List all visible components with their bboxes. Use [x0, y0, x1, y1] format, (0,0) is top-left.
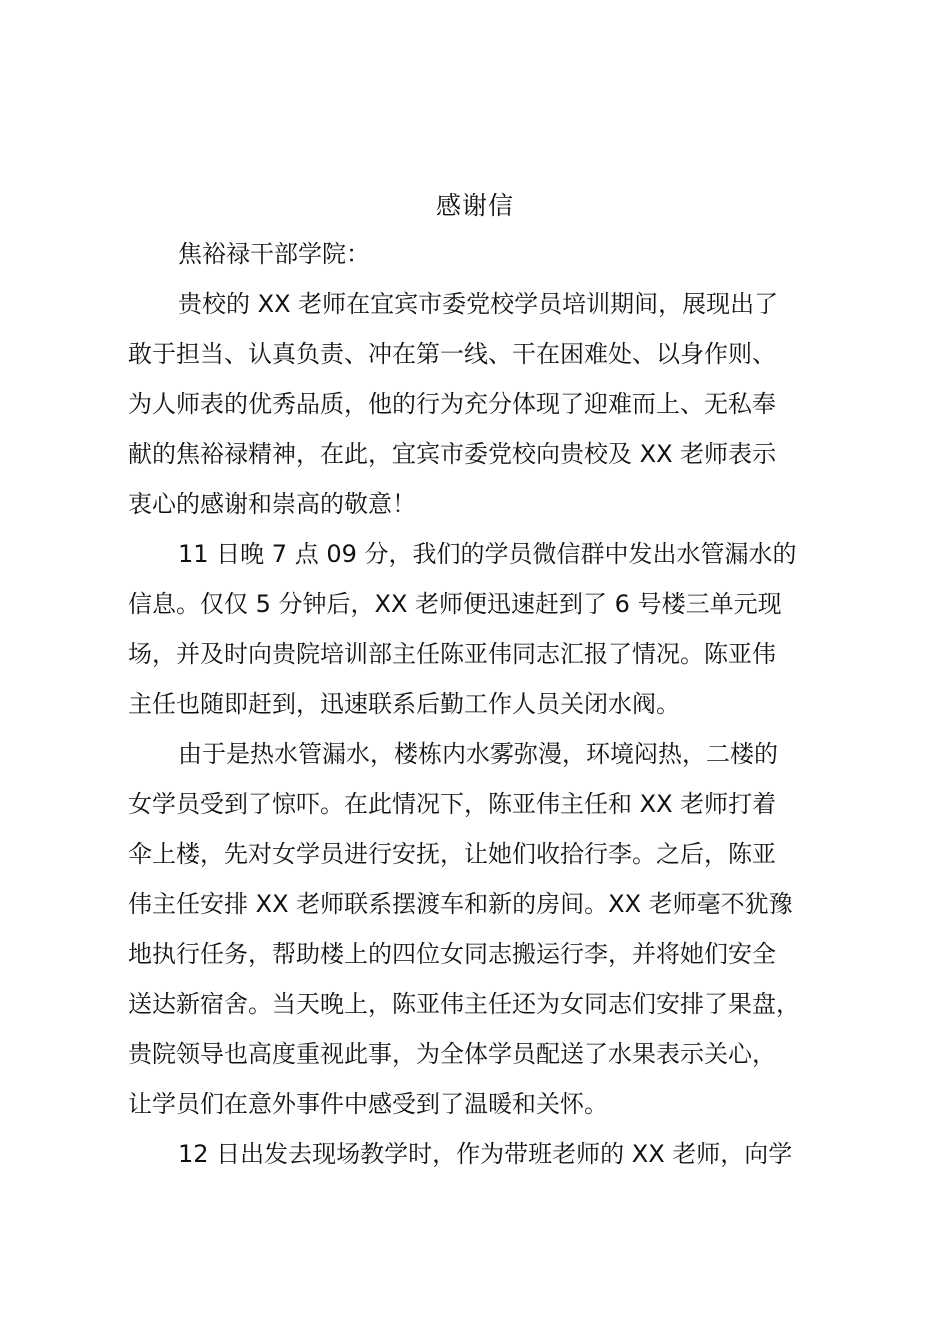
salutation: 焦裕禄干部学院： — [178, 240, 370, 268]
paragraph-1-line-1: 贵校的 XX 老师在宜宾市委党校学员培训期间，展现出了 — [178, 290, 779, 318]
paragraph-1-line-2: 敢于担当、认真负责、冲在第一线、干在困难处、以身作则、 — [128, 340, 776, 368]
paragraph-2-line-2: 信息。仅仅 5 分钟后，XX 老师便迅速赶到了 6 号楼三单元现 — [128, 590, 782, 618]
paragraph-1-line-3: 为人师表的优秀品质，他的行为充分体现了迎难而上、无私奉 — [128, 390, 776, 418]
paragraph-2-line-3: 场，并及时向贵院培训部主任陈亚伟同志汇报了情况。陈亚伟 — [128, 640, 776, 668]
paragraph-3-line-1: 由于是热水管漏水，楼栋内水雾弥漫，环境闷热，二楼的 — [178, 740, 778, 768]
paragraph-2-line-4: 主任也随即赶到，迅速联系后勤工作人员关闭水阀。 — [128, 690, 680, 718]
paragraph-3-line-4: 伟主任安排 XX 老师联系摆渡车和新的房间。XX 老师毫不犹豫 — [128, 890, 793, 918]
paragraph-2-line-1: 11 日晚 7 点 09 分，我们的学员微信群中发出水管漏水的 — [178, 540, 797, 568]
paragraph-1-line-4: 献的焦裕禄精神，在此，宜宾市委党校向贵校及 XX 老师表示 — [128, 440, 777, 468]
page-title: 感谢信 — [435, 191, 514, 220]
paragraph-3-line-6: 送达新宿舍。当天晚上，陈亚伟主任还为女同志们安排了果盘， — [128, 990, 800, 1018]
paragraph-3-line-3: 伞上楼，先对女学员进行安抚，让她们收拾行李。之后，陈亚 — [128, 840, 776, 868]
paragraph-3-line-5: 地执行任务，帮助楼上的四位女同志搬运行李，并将她们安全 — [128, 940, 776, 968]
paragraph-3-line-2: 女学员受到了惊吓。在此情况下，陈亚伟主任和 XX 老师打着 — [128, 790, 777, 818]
paragraph-4-line-1: 12 日出发去现场教学时，作为带班老师的 XX 老师，向学 — [178, 1140, 793, 1168]
paragraph-1-line-5: 衷心的感谢和崇高的敬意！ — [128, 490, 416, 518]
paragraph-3-line-7: 贵院领导也高度重视此事，为全体学员配送了水果表示关心， — [128, 1040, 776, 1068]
paragraph-3-line-8: 让学员们在意外事件中感受到了温暖和关怀。 — [128, 1090, 608, 1118]
